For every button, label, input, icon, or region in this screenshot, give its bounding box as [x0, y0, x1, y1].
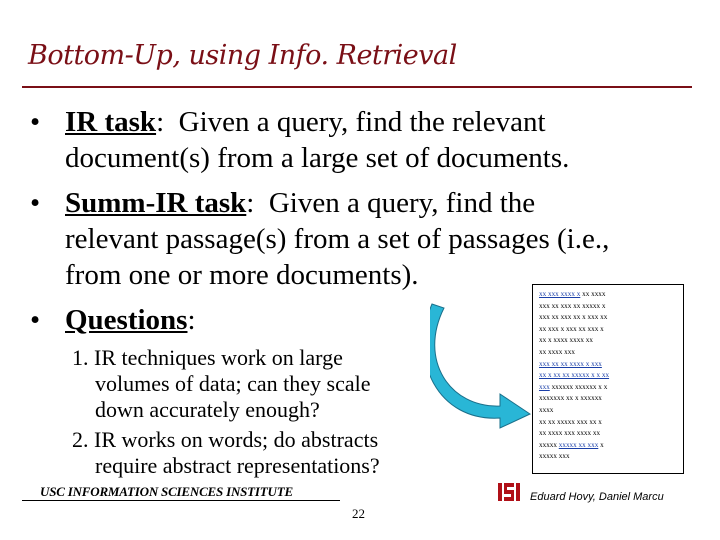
footer-authors: Eduard Hovy, Daniel Marcu: [530, 491, 664, 503]
bullet-ir-task-line1: IR task: Given a query, find the relevant: [65, 106, 546, 138]
highlighted-passage: xxxxx xx xxx: [558, 440, 599, 449]
question-1-line1: 1. IR techniques work on large: [72, 345, 343, 370]
title-divider: [22, 86, 692, 88]
bullet-summ-ir-line3: from one or more documents).: [65, 259, 419, 291]
document-line: xx x xxxx xxxx xx: [539, 336, 593, 345]
page-number: 22: [352, 506, 365, 521]
footer-divider: [22, 500, 340, 501]
question-1-line2: volumes of data; can they scale: [95, 371, 371, 396]
slide-title: Bottom-Up, using Info. Retrieval: [28, 40, 457, 71]
document-line: xx xx xxxxx xxx xx x: [539, 417, 602, 426]
document-line: xxxxxxx xx x xxxxxx: [539, 394, 602, 403]
bullet-ir-task-line2: document(s) from a large set of documents.: [65, 142, 570, 174]
bullet-summ-ir-line1: Summ-IR task: Given a query, find the: [65, 187, 536, 219]
isi-logo-icon: [497, 482, 521, 502]
document-line: [539, 359, 677, 371]
term-ir-task: IR task: [65, 106, 157, 138]
highlighted-passage: xx x xx xx xxxxx x x xx: [539, 371, 610, 380]
document-line: xx xxx xxxx x xx xxxx: [539, 290, 606, 298]
term-questions: Questions: [65, 304, 188, 336]
bullet-questions: Questions:: [65, 304, 196, 336]
document-line: xx xxxx xxx xxxx xx: [539, 429, 601, 438]
document-line: [539, 370, 677, 382]
document-line: xxxxx xxx: [539, 452, 570, 461]
curved-arrow-icon: [430, 300, 540, 430]
highlighted-passage: xx xxx xxxx x: [539, 290, 581, 298]
bullet-dot: •: [30, 106, 41, 138]
document-line: xx xxxx xxx: [539, 347, 575, 356]
highlighted-passage: xxx: [539, 382, 550, 391]
question-1-line3: down accurately enough?: [95, 397, 320, 422]
question-2-line2: require abstract representations?: [95, 453, 380, 478]
bullet-dot: •: [30, 187, 41, 219]
bullet-summ-ir-line2: relevant passage(s) from a set of passages (i.e.,: [65, 223, 610, 255]
document-line: xx xxx x xxx xx xxx x: [539, 324, 604, 333]
document-line: xxx xxxxxx xxxxxx x x: [539, 382, 608, 391]
term-summ-ir-task: Summ-IR task: [65, 187, 247, 219]
question-2-line1: 2. IR works on words; do abstracts: [72, 427, 379, 452]
document-line: xxxxx xxxxx xx xxx x: [539, 440, 604, 449]
document-line: xxx xx xxx xx xxxxx x: [539, 301, 606, 310]
document-thumbnail: [532, 284, 684, 474]
highlighted-passage: xxx xx xx xxxx x xxx: [539, 359, 602, 368]
document-line: xxx xx xxx xx x xxx xx: [539, 313, 608, 322]
footer-institute: USC INFORMATION SCIENCES INSTITUTE: [40, 484, 293, 499]
bullet-dot: •: [30, 304, 41, 336]
document-line: xxxx: [539, 405, 554, 414]
